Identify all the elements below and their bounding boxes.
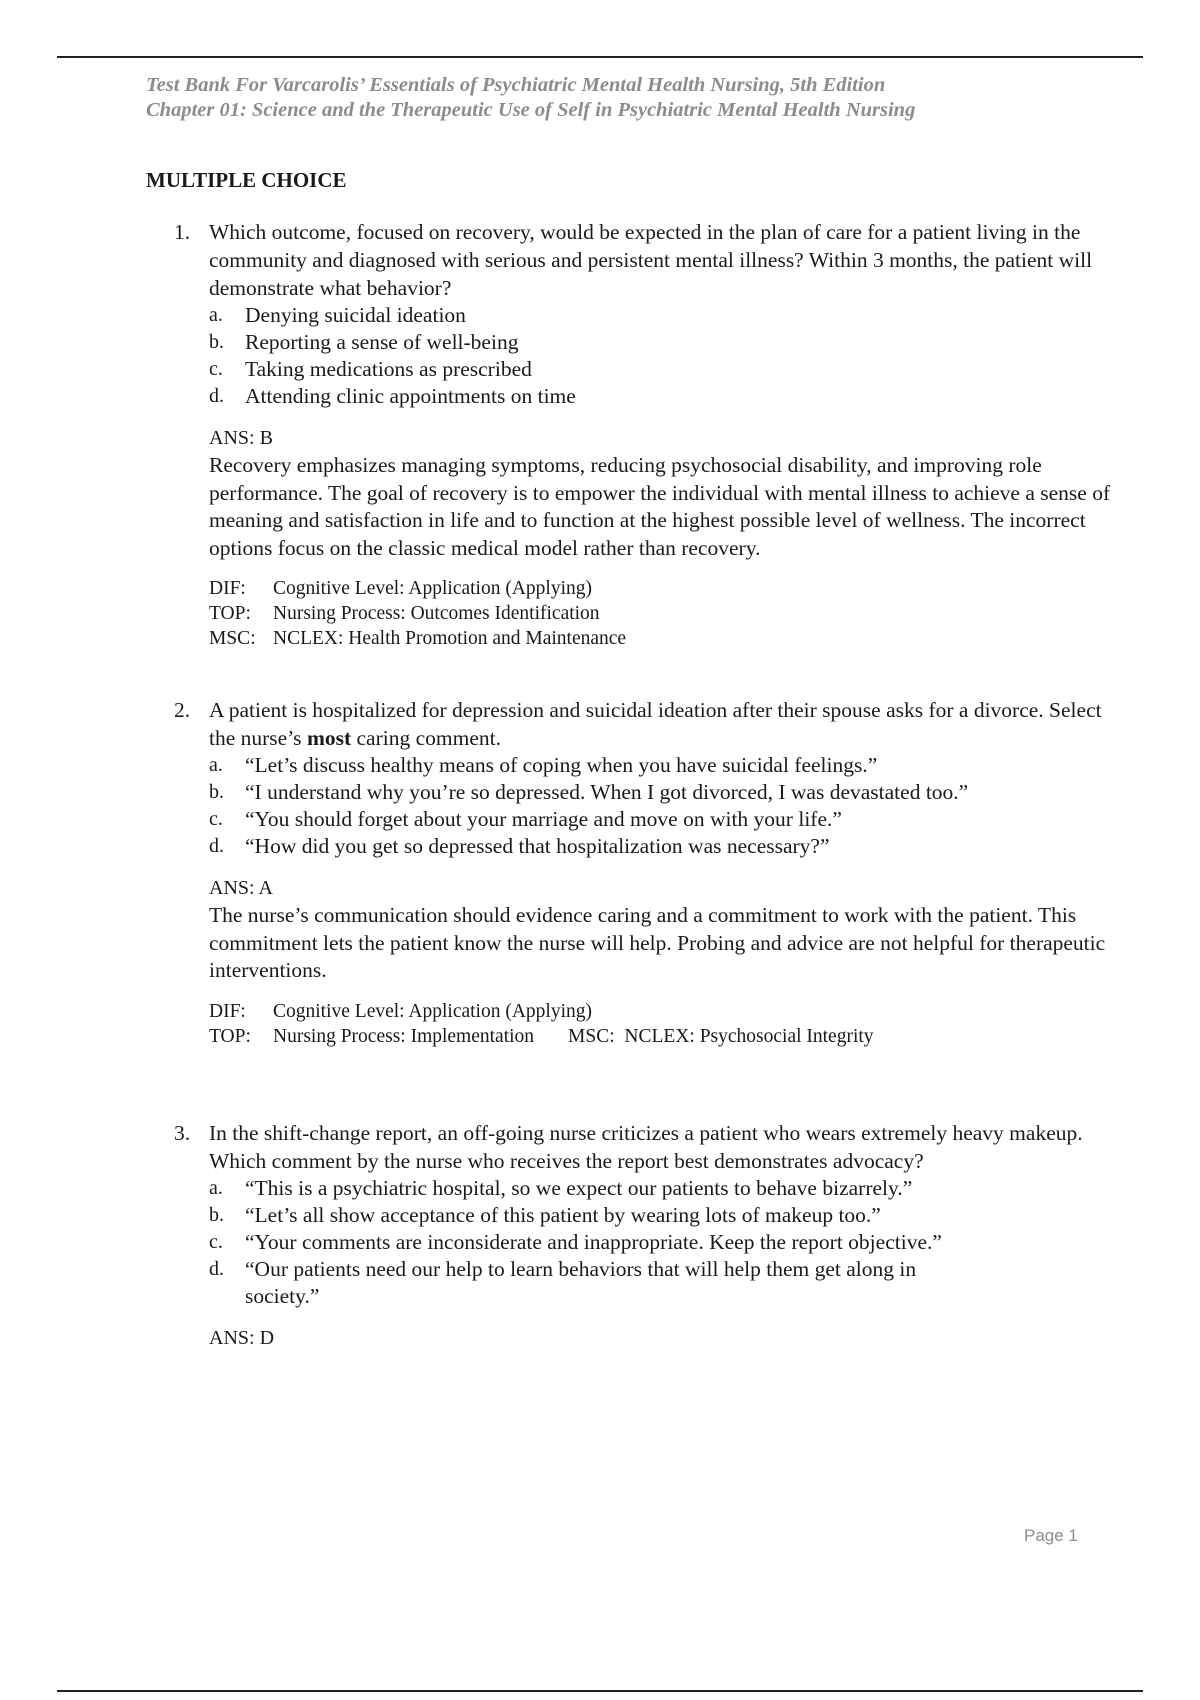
option-c	[209, 806, 1109, 833]
question-stem: In the shift-change report, an off-going nurse criticizes a patient who wears extremely heavy makeup. Which comment by the nurse who receives the report best demonstrates advocacy?	[209, 1121, 1083, 1173]
option-text: Denying suicidal ideation	[245, 303, 466, 327]
option-text: “How did you get so depressed that hospitalization was necessary?”	[245, 834, 830, 858]
option-b	[209, 329, 1109, 356]
option-letter: c.	[209, 358, 223, 380]
question-metadata	[209, 576, 1134, 651]
option-letter: c.	[209, 1231, 223, 1253]
rationale: Recovery emphasizes managing symptoms, reducing psychosocial disability, and improving role performance. The goal of recovery is to empower the individual with mental illness to achieve a sense of meaning and satisfaction in life and to function at the highest possible level of wellness. The incorrect options focus on the classic medical model rather than recovery.	[209, 453, 1111, 560]
stem-text: caring comment.	[351, 726, 501, 750]
dif-label: DIF:	[209, 578, 246, 599]
msc-row	[209, 626, 1134, 651]
stem-emphasis: most	[306, 726, 352, 750]
question-number: 2.	[174, 698, 191, 722]
question-number: 1.	[174, 220, 191, 244]
option-text: “Your comments are inconsiderate and inappropriate. Keep the report objective.”	[245, 1230, 942, 1254]
dif-row	[209, 999, 1134, 1024]
option-b	[209, 1202, 1109, 1229]
bottom-rule	[57, 1690, 1143, 1692]
option-letter: d.	[209, 1258, 224, 1280]
option-text: “Let’s discuss healthy means of coping when you have suicidal feelings.”	[245, 753, 878, 777]
option-a	[209, 752, 1109, 779]
question-stem: Which outcome, focused on recovery, would be expected in the plan of care for a patient living in the community and diagnosed with serious and persistent mental illness? Within 3 months, the patient will demonstrate what behavior?	[209, 220, 1093, 300]
header-chapter: Chapter 01: Science and the Therapeutic Use of Self in Psychiatric Mental Health Nursing	[146, 99, 916, 121]
rationale: The nurse’s communication should evidence caring and a commitment to work with the patient. This commitment lets the patient know the nurse will help. Probing and advice are not helpful for therapeutic interventions.	[209, 903, 1106, 982]
msc-value: NCLEX: Health Promotion and Maintenance	[273, 628, 627, 649]
top-msc-row	[209, 1024, 1134, 1049]
option-text: “I understand why you’re so depressed. When I got divorced, I was devastated too.”	[245, 780, 969, 804]
dif-label: DIF:	[209, 1000, 246, 1022]
dif-value: Cognitive Level: Application (Applying)	[273, 578, 592, 599]
dif-value: Cognitive Level: Application (Applying)	[273, 1000, 592, 1022]
option-a	[209, 302, 1109, 329]
answer: ANS: A	[209, 877, 273, 899]
option-letter: a.	[209, 754, 223, 776]
option-d	[209, 833, 1109, 860]
option-letter: b.	[209, 1204, 224, 1226]
option-letter: a.	[209, 1177, 223, 1199]
option-letter: c.	[209, 808, 223, 830]
option-text: “This is a psychiatric hospital, so we expect our patients to behave bizarrely.”	[245, 1176, 913, 1200]
option-text: “Let’s all show acceptance of this patient by wearing lots of makeup too.”	[245, 1203, 881, 1227]
top-value: Nursing Process: Implementation	[273, 1025, 535, 1047]
page-number: Page 1	[1024, 1526, 1078, 1545]
option-c	[209, 1229, 1109, 1256]
option-list	[209, 752, 1109, 860]
top-label: TOP:	[209, 603, 251, 624]
option-text: “You should forget about your marriage and move on with your life.”	[245, 807, 842, 831]
option-list	[209, 302, 1109, 410]
msc-value: NCLEX: Psychosocial Integrity	[624, 1025, 874, 1047]
section-title: MULTIPLE CHOICE	[146, 168, 347, 192]
option-letter: d.	[209, 835, 224, 857]
option-list	[209, 1175, 1109, 1310]
top-row	[209, 601, 1134, 626]
top-value: Nursing Process: Outcomes Identification	[273, 603, 600, 624]
header-title: Test Bank For Varcarolis’ Essentials of Psychiatric Mental Health Nursing, 5th Edition	[146, 74, 886, 96]
dif-row	[209, 576, 1134, 601]
top-label: TOP:	[209, 1025, 251, 1047]
question-number: 3.	[174, 1121, 191, 1145]
option-text: Attending clinic appointments on time	[245, 384, 576, 408]
option-text: Taking medications as prescribed	[245, 357, 532, 381]
top-rule	[57, 56, 1143, 58]
option-text: “Our patients need our help to learn behaviors that will help them get along in society.”	[245, 1257, 917, 1308]
question-1	[174, 218, 1134, 651]
option-b	[209, 779, 1109, 806]
msc-label: MSC:	[209, 628, 256, 649]
option-c	[209, 356, 1109, 383]
question-3	[174, 1119, 1134, 1352]
option-d	[209, 383, 1109, 410]
option-d	[209, 1256, 1109, 1310]
question-stem	[209, 696, 1119, 752]
option-letter: d.	[209, 385, 224, 407]
question-metadata	[209, 999, 1134, 1049]
option-text: Reporting a sense of well-being	[245, 330, 519, 354]
option-letter: b.	[209, 781, 224, 803]
option-letter: a.	[209, 304, 223, 326]
option-a	[209, 1175, 1109, 1202]
answer: ANS: B	[209, 427, 273, 449]
document-header	[146, 73, 1146, 123]
answer: ANS: D	[209, 1327, 275, 1349]
msc-label: MSC:	[568, 1025, 615, 1047]
option-letter: b.	[209, 331, 224, 353]
stem-text: A patient is hospitalized for depression and suicidal ideation after their spouse asks for a divorce. Select the nurse’s	[209, 698, 1102, 750]
question-2	[174, 696, 1134, 1049]
